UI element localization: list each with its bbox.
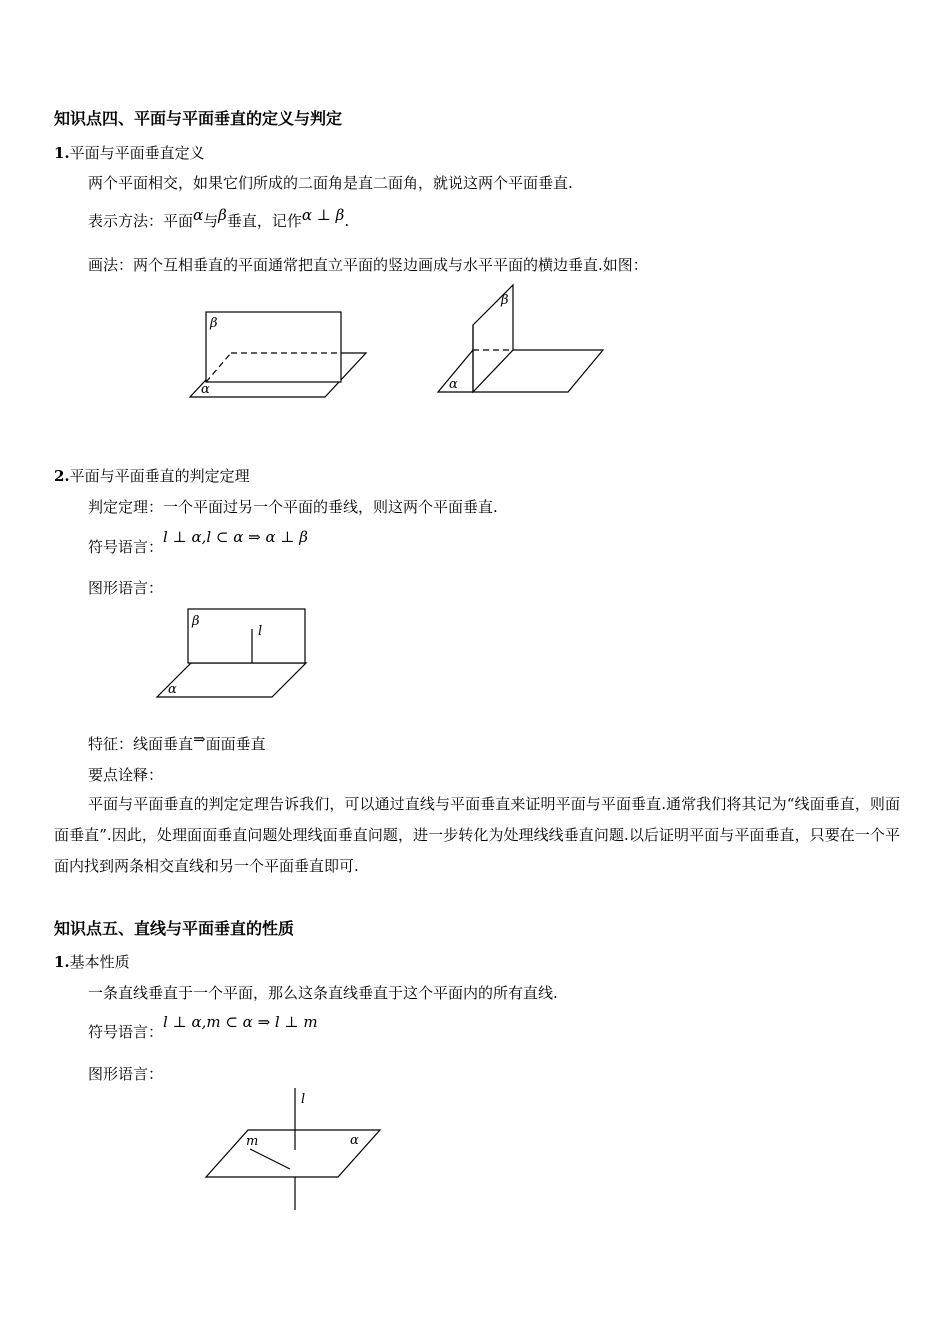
key-points-label: 要点诠释： <box>88 766 164 784</box>
fig1-vertical-plane <box>206 312 341 382</box>
section5-title: 知识点五、直线与平面垂直的性质 <box>54 919 295 938</box>
section5-sub1 <box>54 951 130 972</box>
fig2-beta-label: β <box>501 293 509 308</box>
drawing-text: 画法：两个互相垂直的平面通常把直立平面的竖边画成与水平平面的横边垂直.如图： <box>88 256 648 274</box>
symbol-label-1: 符号语言： <box>88 538 164 556</box>
section4-sub1 <box>54 142 205 163</box>
notation-beta: β <box>218 206 227 224</box>
fig4-l-label: l <box>301 1092 306 1107</box>
fig1-alpha-label: α <box>201 382 210 397</box>
notation-line <box>88 206 350 231</box>
notation-end: . <box>344 212 350 230</box>
figure-judgment-theorem <box>154 605 314 705</box>
feature-prefix: 特征：线面垂直 <box>88 735 194 753</box>
sub2-number: 2. <box>54 467 70 485</box>
fig3-horizontal-plane <box>157 663 306 697</box>
section5-sub1-title: 基本性质 <box>69 953 130 971</box>
notation-and: 与 <box>203 212 219 230</box>
fig3-vertical-plane <box>188 609 305 663</box>
figure-line-plane-property <box>200 1085 390 1215</box>
notation-prefix: 表示方法：平面 <box>88 212 194 230</box>
feature-suffix: 面面垂直 <box>205 735 266 753</box>
symbol-label-2: 符号语言： <box>88 1023 164 1041</box>
section4-sub2 <box>54 465 250 486</box>
section4-title: 知识点四、平面与平面垂直的定义与判定 <box>54 109 343 128</box>
fig1-beta-label: β <box>210 316 218 331</box>
figure-planes-perpendicular-2 <box>435 282 615 397</box>
fig3-alpha-label: α <box>168 682 177 697</box>
section5-sub1-number: 1. <box>54 953 70 971</box>
implies-arrow-icon: ⇒ <box>193 730 206 748</box>
sub1-title: 平面与平面垂直定义 <box>69 144 205 162</box>
sub1-number: 1. <box>54 144 70 162</box>
fig2-horizontal-plane <box>438 350 603 392</box>
notation-mid: 垂直，记作 <box>226 212 302 230</box>
notation-alpha: α <box>193 206 204 224</box>
property-text: 一条直线垂直于一个平面，那么这条直线垂直于这个平面内的所有直线. <box>88 984 558 1002</box>
fig2-alpha-label: α <box>449 377 458 392</box>
figure-label-1: 图形语言： <box>88 579 164 597</box>
symbol-formula-1: l ⊥ α,l ⊂ α ⇒ α ⊥ β <box>163 528 308 546</box>
symbol-line-2 <box>88 1013 318 1042</box>
figure-planes-perpendicular-1 <box>185 305 385 405</box>
fig4-alpha-label: α <box>350 1133 359 1148</box>
feature-line <box>88 730 266 754</box>
key-points-paragraph: 平面与平面垂直的判定定理告诉我们，可以通过直线与平面垂直来证明平面与平面垂直.通常我们将其记为“线面垂直，则面面垂直”.因此，处理面面垂直问题处理线面垂直问题，进一步转化为处理线线垂直问题.以后证明平面与平面垂直，只要在一个平面内找到两条相交直线和另一个平面垂直即可. <box>54 795 900 875</box>
symbol-formula-2: l ⊥ α,m ⊂ α ⇒ l ⊥ m <box>163 1013 318 1031</box>
fig3-l-label: l <box>258 624 263 639</box>
fig4-line-m <box>250 1149 290 1169</box>
theorem-text: 判定定理：一个平面过另一个平面的垂线，则这两个平面垂直. <box>88 498 498 516</box>
fig4-m-label: m <box>246 1134 259 1149</box>
sub2-title: 平面与平面垂直的判定定理 <box>69 467 250 485</box>
definition-text: 两个平面相交，如果它们所成的二面角是直二面角，就说这两个平面垂直. <box>88 174 573 192</box>
figure-label-2: 图形语言： <box>88 1065 164 1083</box>
notation-formula: α ⊥ β <box>301 206 345 224</box>
symbol-line-1 <box>88 528 308 557</box>
fig3-beta-label: β <box>192 614 200 629</box>
